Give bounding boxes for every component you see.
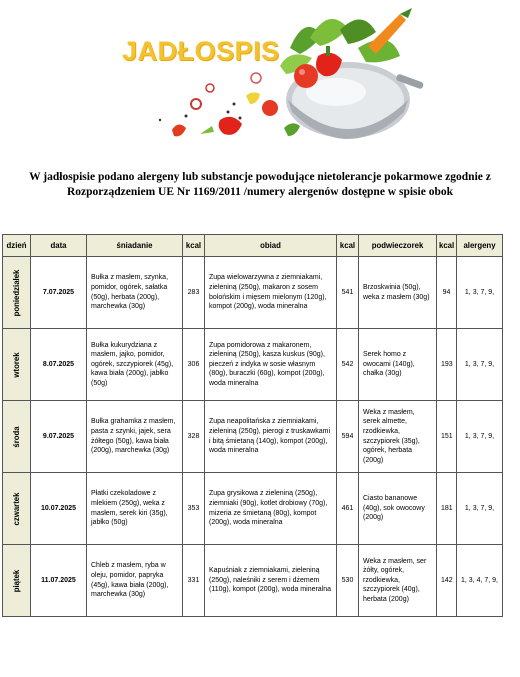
snack-kcal-cell: 181 bbox=[437, 473, 457, 545]
breakfast-kcal-cell: 306 bbox=[183, 329, 205, 401]
breakfast-cell: Bułka grahamka z masłem, pasta z szynki, jajek, sera żółtego (50g), kawa biała (200g), marchewka (30g) bbox=[87, 401, 183, 473]
table-header-row bbox=[3, 235, 503, 257]
lunch-cell: Kapuśniak z ziemniakami, zieleniną (250g), naleśniki z serem i dżemem (110g), kompot (200g), woda mineralna bbox=[205, 545, 337, 617]
day-label: czwartek bbox=[11, 492, 21, 525]
header-snack: podwieczorek bbox=[359, 235, 437, 257]
lunch-kcal-cell: 542 bbox=[337, 329, 359, 401]
date-cell: 8.07.2025 bbox=[31, 329, 87, 401]
breakfast-cell: Chleb z masłem, ryba w oleju, pomidor, papryka (45g), kawa biała (200g), marchewka (30g) bbox=[87, 545, 183, 617]
allergens-cell: 1, 3, 7, 9, bbox=[457, 329, 503, 401]
table-row bbox=[3, 545, 503, 617]
menu-table bbox=[2, 234, 503, 617]
allergens-cell: 1, 3, 7, 9, bbox=[457, 401, 503, 473]
lunch-cell: Zupa grysikowa z zieleniną (250g), ziemniaki (90g), kotlet drobiowy (70g), mizeria ze śmietaną (80g), kompot (200g), woda mineralna bbox=[205, 473, 337, 545]
lunch-kcal-cell: 461 bbox=[337, 473, 359, 545]
header-day: dzień bbox=[3, 235, 31, 257]
snack-kcal-cell: 142 bbox=[437, 545, 457, 617]
vegetable-pot-illustration bbox=[100, 8, 430, 158]
page-title: JADŁOSPIS bbox=[122, 36, 280, 66]
day-cell bbox=[3, 473, 31, 545]
notice-line-1: W jadłospisie podano alergeny lub substancje powodujące nietolerancje pokarmowe zgodnie z bbox=[29, 171, 491, 183]
breakfast-kcal-cell: 328 bbox=[183, 401, 205, 473]
header-breakfast: śniadanie bbox=[87, 235, 183, 257]
lunch-kcal-cell: 530 bbox=[337, 545, 359, 617]
table-row bbox=[3, 329, 503, 401]
snack-kcal-cell: 151 bbox=[437, 401, 457, 473]
date-cell: 9.07.2025 bbox=[31, 401, 87, 473]
header-date: data bbox=[31, 235, 87, 257]
lunch-kcal-cell: 541 bbox=[337, 257, 359, 329]
header-allergens: alergeny bbox=[457, 235, 503, 257]
day-cell bbox=[3, 257, 31, 329]
lunch-kcal-cell: 594 bbox=[337, 401, 359, 473]
lunch-cell: Zupa pomidorowa z makaronem, zieleniną (250g), kasza kuskus (90g), pieczeń z indyka w sosie własnym (80g), buraczki (60g), kompot (200g), woda mineralna bbox=[205, 329, 337, 401]
notice-line-2: Rozporządzeniem UE Nr 1169/2011 /numery alergenów dostępne w spisie obok bbox=[67, 186, 453, 198]
lunch-cell: Zupa wielowarzywna z ziemniakami, zieleniną (250g), makaron z sosem bolońskim i mięsem mielonym (120g), kompot (200g), woda mineralna bbox=[205, 257, 337, 329]
snack-kcal-cell: 94 bbox=[437, 257, 457, 329]
day-cell bbox=[3, 401, 31, 473]
date-cell: 10.07.2025 bbox=[31, 473, 87, 545]
date-cell: 11.07.2025 bbox=[31, 545, 87, 617]
day-label: środa bbox=[11, 425, 21, 448]
header-kcal-snack: kcal bbox=[437, 235, 457, 257]
date-cell: 7.07.2025 bbox=[31, 257, 87, 329]
lunch-cell: Zupa neapolitańska z ziemniakami, zieleniną (250g), pierogi z truskawkami i bitą śmietaną (140g), kompot (200g), woda mineralna bbox=[205, 401, 337, 473]
snack-cell: Brzoskwinia (50g), weka z masłem (30g) bbox=[359, 257, 437, 329]
breakfast-cell: Bułka kukurydziana z masłem, jajko, pomidor, ogórek, szczypiorek (45g), kawa biała (200g), jabłko (50g) bbox=[87, 329, 183, 401]
header-kcal-breakfast: kcal bbox=[183, 235, 205, 257]
table-row bbox=[3, 401, 503, 473]
day-cell bbox=[3, 545, 31, 617]
allergens-cell: 1, 3, 7, 9, bbox=[457, 473, 503, 545]
header-kcal-lunch: kcal bbox=[337, 235, 359, 257]
snack-cell: Serek homo z owocami (140g), chałka (30g) bbox=[359, 329, 437, 401]
snack-kcal-cell: 193 bbox=[437, 329, 457, 401]
breakfast-kcal-cell: 353 bbox=[183, 473, 205, 545]
breakfast-cell: Bułka z masłem, szynka, pomidor, ogórek, sałatka (50g), herbata (200g), marchewka (30g) bbox=[87, 257, 183, 329]
day-label: poniedziałek bbox=[11, 269, 21, 316]
header-lunch: obiad bbox=[205, 235, 337, 257]
day-label: piątek bbox=[11, 569, 21, 592]
breakfast-kcal-cell: 283 bbox=[183, 257, 205, 329]
snack-cell: Weka z masłem, ser żółty, ogórek, rzodkiewka, szczypiorek (40g), herbata (200g) bbox=[359, 545, 437, 617]
allergen-notice bbox=[20, 170, 500, 200]
table-row bbox=[3, 257, 503, 329]
header-banner bbox=[100, 8, 430, 158]
allergens-cell: 1, 3, 7, 9, bbox=[457, 257, 503, 329]
allergens-cell: 1, 3, 4, 7, 9, bbox=[457, 545, 503, 617]
day-cell bbox=[3, 329, 31, 401]
breakfast-kcal-cell: 331 bbox=[183, 545, 205, 617]
table-row bbox=[3, 473, 503, 545]
day-label: wtorek bbox=[11, 351, 21, 378]
breakfast-cell: Płatki czekoladowe z mlekiem (250g), weka z masłem, serek kiri (35g), jabłko (50g) bbox=[87, 473, 183, 545]
snack-cell: Ciasto bananowe (40g), sok owocowy (200g) bbox=[359, 473, 437, 545]
snack-cell: Weka z masłem, serek almette, rzodkiewka, szczypiorek (35g), ogórek, herbata (200g) bbox=[359, 401, 437, 473]
